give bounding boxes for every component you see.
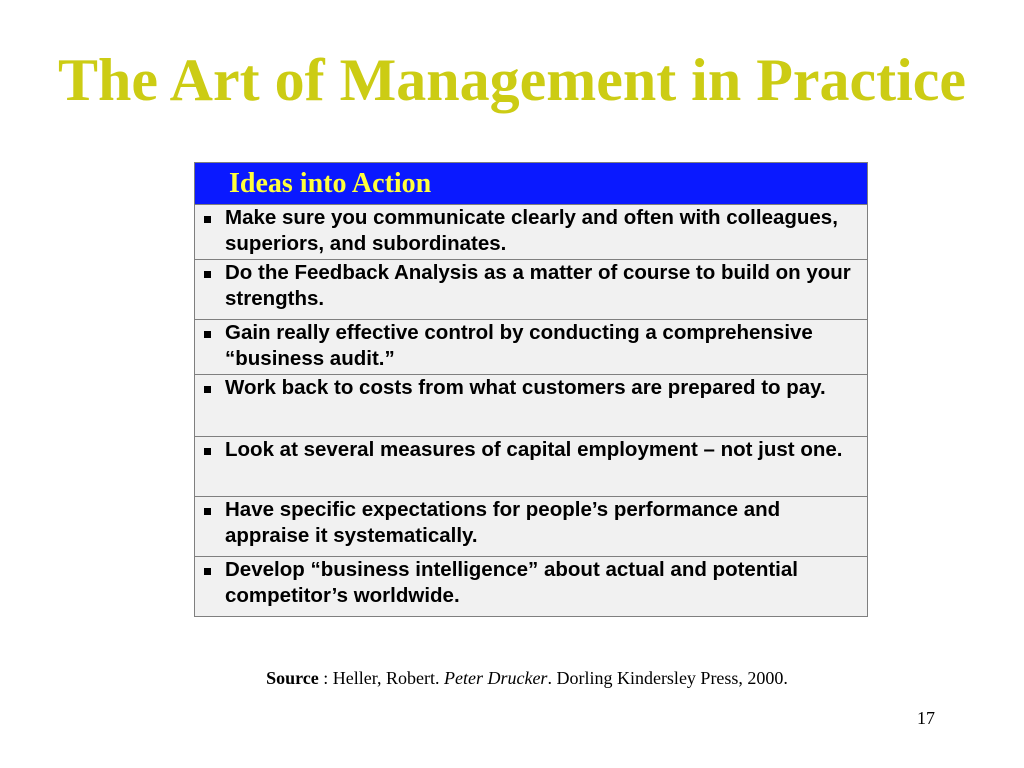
square-bullet-icon bbox=[204, 508, 211, 515]
row-text: Gain really effective control by conducting a comprehensive “business audit.” bbox=[225, 321, 813, 370]
page-number: 17 bbox=[917, 708, 935, 728]
table-row bbox=[195, 204, 867, 259]
square-bullet-icon bbox=[204, 448, 211, 455]
table-row bbox=[195, 496, 867, 556]
source-book-title: Peter Drucker bbox=[443, 668, 548, 688]
source-publisher: . Dorling Kindersley Press, 2000. bbox=[547, 668, 788, 688]
table-row bbox=[195, 556, 867, 616]
square-bullet-icon bbox=[204, 331, 211, 338]
row-text: Look at several measures of capital employment – not just one. bbox=[225, 438, 843, 461]
row-text: Have specific expectations for people’s performance and appraise it systematically. bbox=[225, 498, 781, 547]
square-bullet-icon bbox=[204, 568, 211, 575]
row-text: Develop “business intelligence” about actual and potential competitor’s worldwide. bbox=[225, 558, 798, 607]
table-row bbox=[195, 259, 867, 319]
table-header: Ideas into Action bbox=[195, 163, 867, 204]
table-row bbox=[195, 319, 867, 374]
square-bullet-icon bbox=[204, 386, 211, 393]
square-bullet-icon bbox=[204, 271, 211, 278]
row-text: Work back to costs from what customers are prepared to pay. bbox=[225, 376, 826, 399]
source-citation bbox=[0, 666, 1024, 690]
slide-title: The Art of Management in Practice bbox=[57, 47, 967, 113]
row-text: Make sure you communicate clearly and often with colleagues, superiors, and subordinates. bbox=[225, 206, 838, 255]
table-row bbox=[195, 374, 867, 436]
ideas-table bbox=[194, 162, 868, 617]
source-label: Source bbox=[266, 668, 319, 688]
square-bullet-icon bbox=[204, 216, 211, 223]
source-author: : Heller, Robert. bbox=[318, 668, 444, 688]
row-text: Do the Feedback Analysis as a matter of course to build on your strengths. bbox=[225, 261, 851, 310]
table-row bbox=[195, 436, 867, 496]
